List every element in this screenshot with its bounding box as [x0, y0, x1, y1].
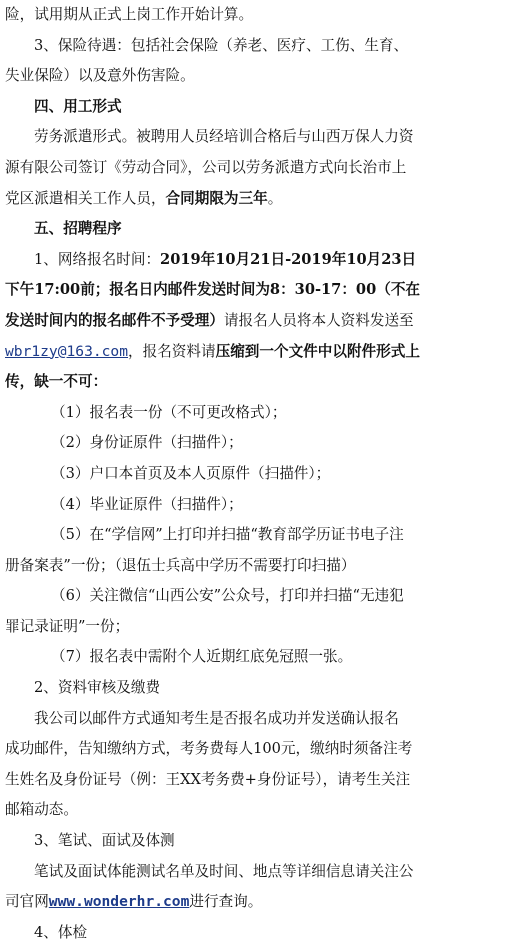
link-text[interactable]: www.wonderhr.com [48, 893, 190, 911]
text-line [5, 306, 519, 337]
body-text: （6）关注微信“山西公安”公众号，打印并扫描“无违犯 [51, 587, 404, 605]
text-line [5, 765, 519, 796]
text-line [5, 887, 519, 918]
body-text: ，报名资料请 [128, 342, 216, 360]
text-line [5, 31, 519, 62]
text-line [5, 122, 519, 153]
text-line [5, 918, 519, 948]
text-line [5, 459, 519, 490]
text-line [5, 398, 519, 429]
text-line [5, 581, 519, 612]
text-line [5, 673, 519, 704]
body-text: 我公司以邮件方式通知考生是否报名成功并发送确认报名 [34, 709, 399, 727]
text-line [5, 337, 519, 368]
body-text: （1）报名表一份（不可更改格式）； [51, 403, 287, 421]
body-text: 册备案表”一份；（退伍士兵高中学历不需要打印扫描） [5, 556, 356, 574]
body-text: 失业保险）以及意外伤害险。 [5, 67, 195, 85]
text-line [5, 428, 519, 459]
text-line [5, 490, 519, 521]
text-line [5, 275, 519, 306]
text-line [5, 61, 519, 92]
text-line [5, 0, 519, 31]
body-text: 劳务派遣形式。被聘用人员经培训合格后与山西万保人力资 [34, 128, 414, 146]
body-text: （4）毕业证原件（扫描件）； [51, 495, 243, 513]
body-text: 源有限公司签订《劳动合同》，公司以劳务派遣方式向长治市上 [5, 158, 407, 176]
bold-text: 压缩到一个文件中以附件形式上 [215, 342, 420, 360]
link-text[interactable]: wbr1zy@163.com [5, 342, 129, 360]
text-line [5, 857, 519, 888]
body-text: 请报名人员将本人资料发送至 [223, 311, 414, 329]
bold-text: 四、用工形式 [34, 97, 122, 115]
text-line [5, 795, 519, 826]
text-line [5, 184, 519, 215]
text-line [5, 734, 519, 765]
body-text: 罪记录证明”一份； [5, 617, 130, 635]
body-text: 进行查询。 [189, 893, 263, 911]
text-line [5, 551, 519, 582]
bold-text: 五、招聘程序 [34, 220, 122, 238]
text-line [5, 520, 519, 551]
body-text: （5）在“学信网”上打印并扫描“教育部学历证书电子注 [51, 526, 404, 544]
bold-text: 传，缺一不可： [5, 373, 108, 391]
text-line [5, 92, 519, 123]
body-text: 。 [267, 189, 283, 207]
bold-text: 发送时间内的报名邮件不予受理） [5, 311, 224, 329]
body-text: （3）户口本首页及本人页原件（扫描件）； [51, 464, 331, 482]
bold-text: 2019年10月21日-2019年10月23日 [160, 250, 417, 268]
body-text: 2、资料审核及缴费 [34, 679, 161, 697]
body-text: 党区派遣相关工作人员， [5, 189, 166, 207]
text-line [5, 642, 519, 673]
body-text: 3、笔试、面试及体测 [34, 832, 175, 850]
text-line [5, 214, 519, 245]
text-line [5, 153, 519, 184]
bold-text: 合同期限为三年 [165, 189, 268, 207]
body-text: 1、网络报名时间： [34, 250, 161, 268]
body-text: 成功邮件，告知缴纳方式，考务费每人100元，缴纳时须备注考 [5, 740, 413, 758]
text-line [5, 826, 519, 857]
body-text: 司官网 [5, 893, 49, 911]
text-line [5, 367, 519, 398]
body-text: 笔试及面试体能测试名单及时间、地点等详细信息请关注公 [34, 862, 414, 880]
body-text: （2）身份证原件（扫描件）； [51, 434, 243, 452]
body-text: 生姓名及身份证号（例：王XX考务费+身份证号），请考生关注 [5, 770, 411, 788]
text-line [5, 245, 519, 276]
text-line [5, 704, 519, 735]
body-text: 险，试用期从正式上岗工作开始计算。 [5, 6, 254, 23]
text-line [5, 612, 519, 643]
body-text: 3、保险待遇：包括社会保险（养老、医疗、工伤、生育、 [34, 36, 409, 54]
body-text: 邮箱动态。 [5, 801, 78, 819]
body-text: 4、体检 [34, 923, 88, 941]
bold-text: 下午17:00前；报名日内邮件发送时间为8：30-17：00（不在 [5, 281, 421, 299]
body-text: （7）报名表中需附个人近期红底免冠照一张。 [51, 648, 353, 666]
